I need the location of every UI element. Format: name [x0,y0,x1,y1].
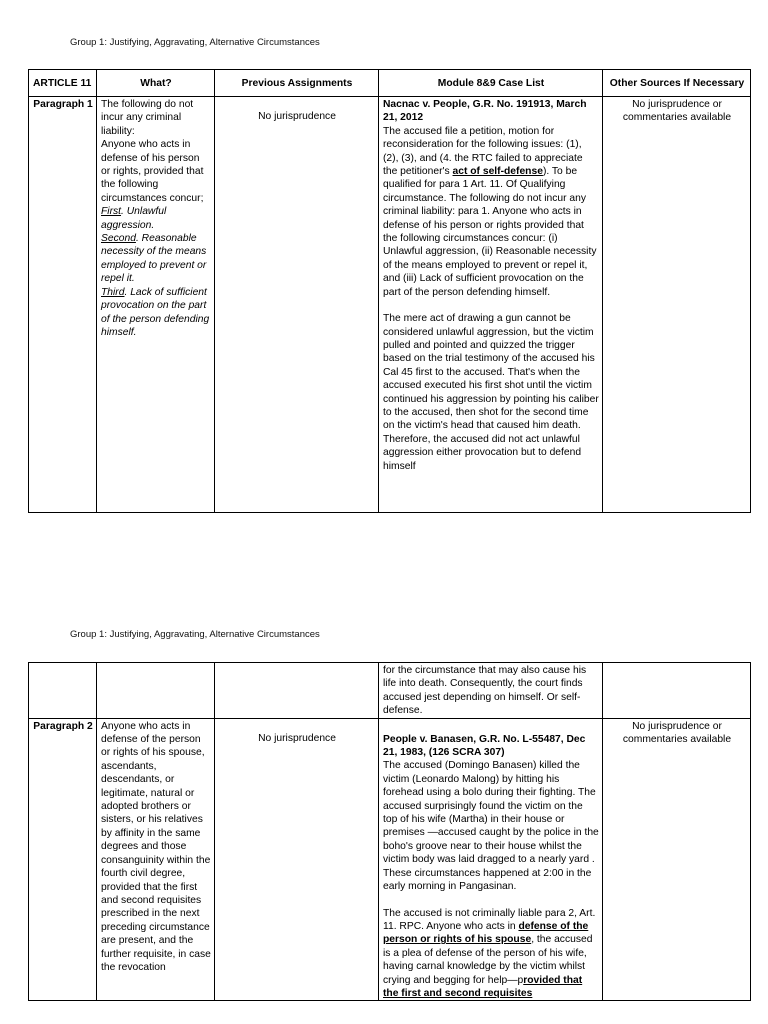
requisite-first-text: . Unlawful aggression. [101,206,167,231]
previous-assignments-cell [215,718,379,1001]
previous-assignments-text: No jurisprudence [258,111,336,122]
column-header-article: ARTICLE 11 [29,70,97,97]
table-row-paragraph-1 [29,97,751,513]
requisite-second [101,232,211,286]
previous-assignments-cell [215,97,379,513]
requisite-second-text: . Reasonable necessity of the means employed to prevent or repel it. [101,233,207,285]
other-sources-text: No jurisprudence or commentaries available [622,99,732,124]
case-title: People v. Banasen, G.R. No. L-55487, Dec 21, 1983, (126 SCRA 307) [383,733,586,759]
case-text: The accused is not criminally liable para 2, Art. 11. RPC. Anyone who acts in [383,907,596,932]
what-cell: Anyone who acts in defense of the person or rights of his spouse, ascendants, descendants, or legitimate, natural or adopted brothers or sisters, or his relatives by affinity in the same degrees and those consanguinity within the fourth civil degree, provided that the first and second requisites prescribed in the next preceding circumstance are present, and the further requisite, in case the revocation [97,718,215,1001]
table-row-continuation [29,663,751,719]
requisite-first [101,205,211,232]
requisite-first-label: First [101,206,122,218]
requisite-third-label: Third [101,286,125,298]
table-row-paragraph-2 [29,718,751,1001]
case-text: The accused file a petition, motion for reconsideration for the following issues: (1), (2), (3), and (4. the RTC failed to appreciate the petitioner's [383,125,583,178]
case-list-cell [379,718,603,1001]
circumstances-table-page-1 [28,69,751,513]
row-label: Paragraph 2 [29,718,97,1001]
case-paragraph [383,125,599,299]
column-header-case-list: Module 8&9 Case List [379,70,603,97]
page-header: Group 1: Justifying, Aggravating, Alternative Circumstances [70,629,320,640]
other-sources-text: No jurisprudence or commentaries available [622,720,732,746]
other-sources-cell [603,97,751,513]
case-paragraph: The mere act of drawing a gun cannot be considered unlawful aggression, but the victim pulled and pointed and quizzed the trigger based on the trial testimony of the accused his Cal 45 first to the accused. That's when the accused executed his first shot until the victim continued his aggression by pointing his caliber to the accused, then shot for the second time on the victim's head that caused him death. Therefore, the accused did not act unlawful aggression either provocation but to defend himself [383,313,599,472]
case-list-cell [379,97,603,513]
case-paragraph: The accused (Domingo Banasen) killed the victim (Leonardo Malong) by hitting his forehead using a bolo during their fighting. The accused surprisingly found the victim on the top of his wife (Martha) in their house or premises —accused caught by the police in the boho's groove near to their house whilst the victim body was laid dragged to a nearly yard . These circumstances happened at 2:00 in the early morning in Pangasinan. [383,760,599,893]
continuation-cell: for the circumstance that may also cause his life into death. Consequently, the court finds accused jest depending on himself. Or self-defense. [379,663,603,719]
case-emphasis: defense of the person or rights of his spouse [383,920,589,946]
requisite-third-text: . Lack of sufficient provocation on the part of the person defending himself. [101,286,210,338]
case-title: Nacnac v. People, G.R. No. 191913, March 21, 2012 [383,99,587,124]
column-header-what: What? [97,70,215,97]
case-emphasis: rovided that the first and second requisites [383,974,583,999]
case-paragraph [383,907,599,1001]
row-label: Paragraph 1 [29,97,97,513]
requisite-third [101,286,211,340]
what-intro: The following do not incur any criminal liability: [101,99,194,137]
column-header-other-sources: Other Sources If Necessary [603,70,751,97]
case-emphasis: act of self-defense [452,166,543,178]
circumstances-table-page-2 [28,662,751,1001]
column-header-previous: Previous Assignments [215,70,379,97]
what-body: Anyone who acts in defense of his person or rights, provided that the following circumstances concur; [101,139,204,204]
case-text: , the accused is a plea of defense of the person of his wife, having carnal knowledge by the victim whilst crying and begging for help—p [383,934,593,986]
previous-assignments-text: No jurisprudence [258,732,336,744]
what-cell [97,97,215,513]
requisite-second-label: Second [101,233,136,245]
other-sources-cell [603,718,751,1001]
page-header: Group 1: Justifying, Aggravating, Alternative Circumstances [70,37,320,48]
case-text: ). To be qualified for para 1 Art. 11. Of Qualifying circumstance. The following do not incur any criminal liability: para 1. Anyone who acts in defense of his person or rights provided that the following circumstances concur: (i) Unlawful aggression, (ii) Reasonable necessity of the means employed to prevent or repel it, and (iii) Lack of sufficient provocation on the part of the person defending himself. [383,166,597,298]
